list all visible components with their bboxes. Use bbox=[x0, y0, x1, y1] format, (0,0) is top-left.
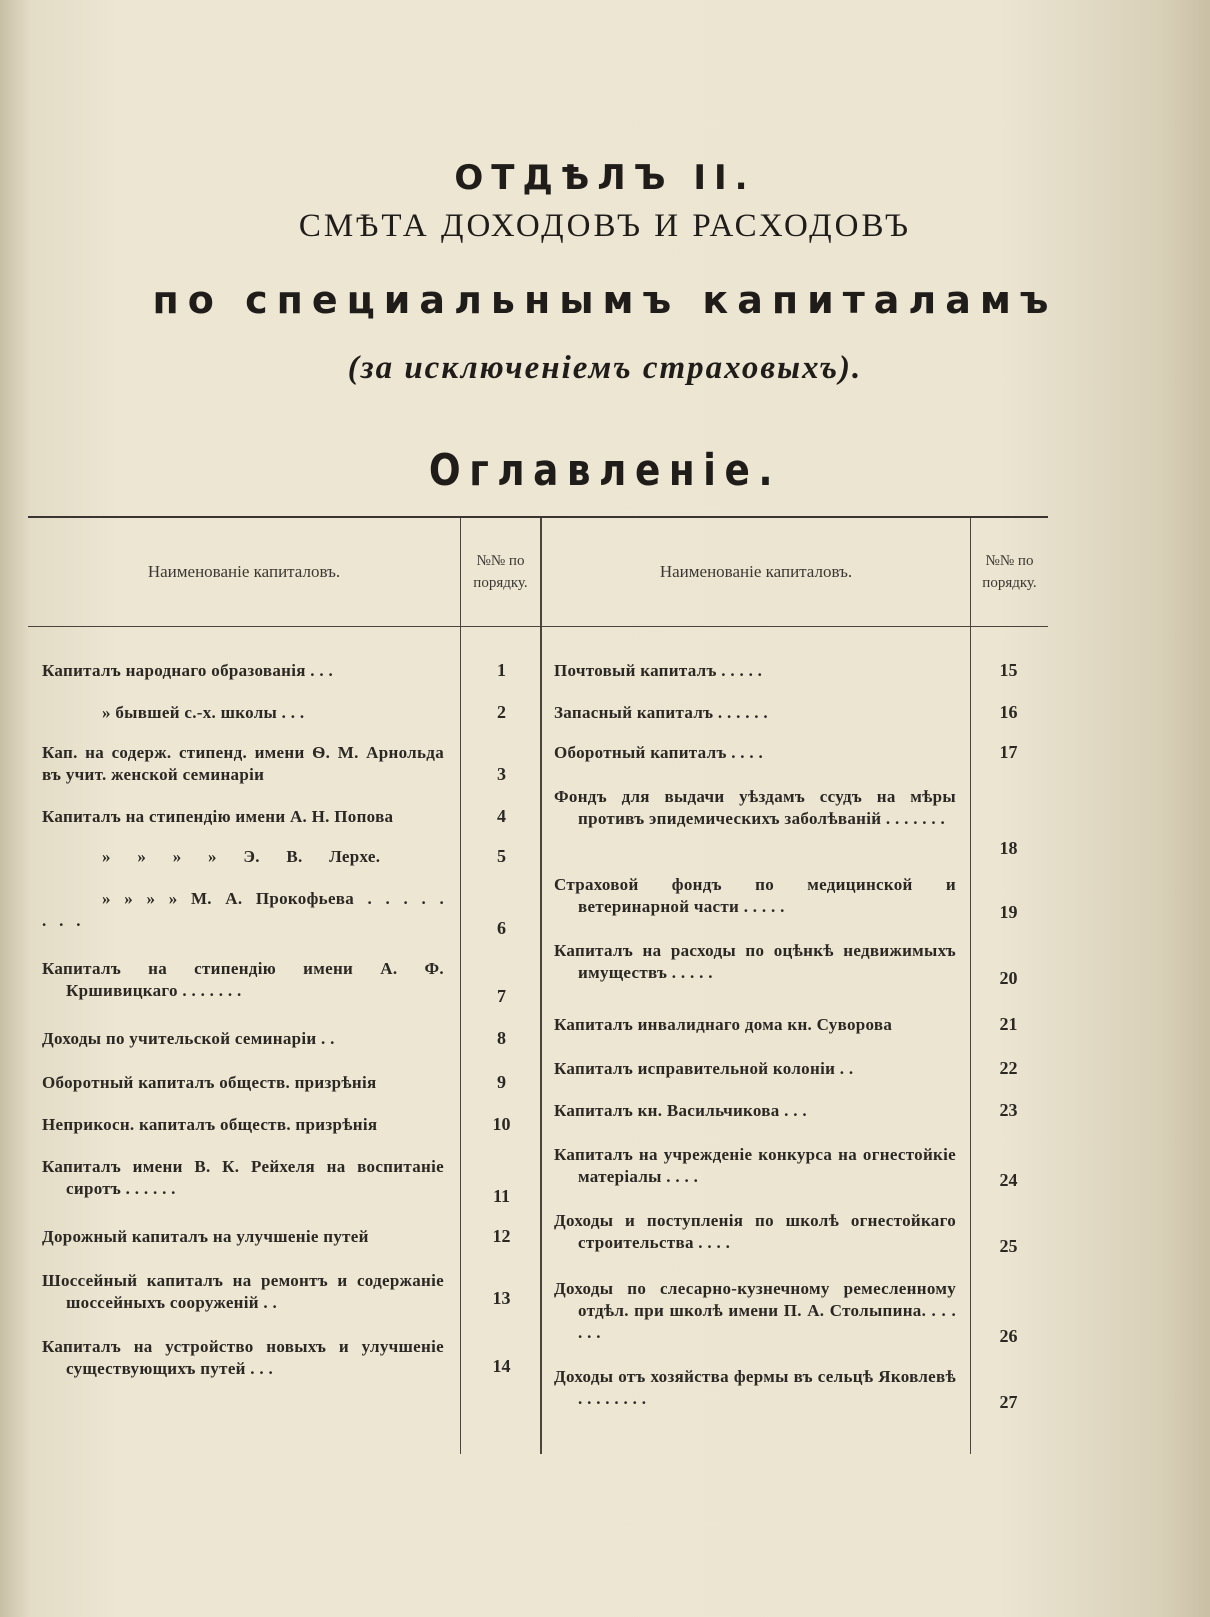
toc-entry-number: 25 bbox=[999, 1236, 1018, 1256]
toc-entry bbox=[42, 1336, 511, 1380]
toc-entry bbox=[42, 1028, 506, 1050]
toc-entry-title: Неприкосн. капиталъ обществ. призрѣнія bbox=[42, 1115, 378, 1134]
toc-entry bbox=[554, 1210, 1018, 1256]
toc-entry-title: Капиталъ на устройство новыхъ и улучшеніе существующихъ путей . . . bbox=[42, 1337, 444, 1378]
toc-entry-title: » » » » М. А. Прокофьева . . . . . . . . bbox=[42, 889, 444, 930]
toc-entry-number: 15 bbox=[999, 660, 1018, 680]
toc-entry-title: Запасный капиталъ . . . . . . bbox=[554, 703, 768, 722]
toc-entry bbox=[554, 940, 1018, 988]
toc-entry bbox=[42, 1114, 511, 1136]
toc-entry-number: 4 bbox=[497, 806, 506, 826]
toc-entry bbox=[42, 1156, 510, 1206]
toc-entry bbox=[554, 1366, 1018, 1412]
column-divider bbox=[460, 518, 461, 1454]
toc-entry-title: Капиталъ инвалиднаго дома кн. Суворова bbox=[554, 1015, 893, 1034]
column-header-name: Наименованіе капиталовъ. bbox=[659, 562, 853, 581]
toc-entry-title: Кап. на содерж. стипенд. имени Ѳ. М. Арнольда въ учит. женской семинаріи bbox=[42, 743, 444, 784]
column-header-number-text: №№ по порядку. bbox=[982, 553, 1037, 591]
toc-entry-title: Доходы отъ хозяйства фермы въ сельцѣ Яковлевѣ . . . . . . . . bbox=[554, 1367, 956, 1408]
section-title: ОТДѢЛЪ II. bbox=[454, 158, 756, 198]
toc-entry-number: 24 bbox=[999, 1170, 1018, 1190]
toc-entry-number: 22 bbox=[999, 1058, 1018, 1078]
toc-entry bbox=[42, 1072, 506, 1094]
toc-entry bbox=[554, 786, 1018, 858]
toc-entry-number: 12 bbox=[492, 1226, 511, 1246]
section-subtitle: СМѢТА ДОХОДОВЪ И РАСХОДОВЪ bbox=[298, 208, 912, 244]
toc-entry-number: 19 bbox=[999, 902, 1018, 922]
toc-entry-title: Капиталъ на расходы по оцѣнкѣ недвижимыхъ имуществъ . . . . . bbox=[554, 941, 956, 982]
toc-entry-title: Почтовый капиталъ . . . . . bbox=[554, 661, 763, 680]
toc-entry-number: 10 bbox=[492, 1114, 511, 1134]
toc-entry-number: 21 bbox=[999, 1014, 1018, 1034]
toc-entry-number: 13 bbox=[492, 1288, 511, 1308]
toc-entry-number: 1 bbox=[497, 660, 506, 680]
toc-entry-title: Дорожный капиталъ на улучшеніе путей bbox=[42, 1227, 369, 1246]
toc-entry bbox=[554, 1014, 1018, 1036]
column-header-number bbox=[461, 518, 540, 626]
column-header-number bbox=[971, 518, 1048, 626]
toc-entry bbox=[42, 958, 506, 1006]
toc-entry bbox=[42, 846, 506, 868]
column-header-name: Наименованіе капиталовъ. bbox=[147, 562, 341, 581]
toc-entry-title: Капиталъ на стипендію имени А. Н. Попова bbox=[42, 807, 394, 826]
toc-entry bbox=[554, 1058, 1018, 1080]
toc-entry-number: 27 bbox=[999, 1392, 1018, 1412]
toc-entry-number: 20 bbox=[999, 968, 1018, 988]
header-divider bbox=[28, 626, 1048, 627]
toc-entry bbox=[554, 874, 1018, 922]
toc-entry bbox=[554, 1278, 1018, 1346]
toc-entry bbox=[42, 742, 506, 786]
toc-entry-number: 5 bbox=[497, 846, 506, 866]
contents-title: Оглавленіе. bbox=[428, 445, 782, 496]
toc-entry-title: Доходы по учительской семинаріи . . bbox=[42, 1029, 335, 1048]
toc-entry-number: 16 bbox=[999, 702, 1018, 722]
toc-entry-title: Капиталъ исправительной колоніи . . bbox=[554, 1059, 854, 1078]
toc-entry bbox=[554, 1144, 1018, 1190]
toc-entry-title: Шоссейный капиталъ на ремонтъ и содержаніе шоссейныхъ сооруженій . . bbox=[42, 1271, 444, 1312]
column-header-number-text: №№ по порядку. bbox=[473, 553, 528, 591]
toc-entry-number: 2 bbox=[497, 702, 506, 722]
toc-entry-number: 9 bbox=[497, 1072, 506, 1092]
toc-entry-number: 26 bbox=[999, 1326, 1018, 1346]
toc-entry-title: Доходы и поступленія по школѣ огнестойкаго строительства . . . . bbox=[554, 1211, 956, 1252]
toc-entry-title: Капиталъ кн. Васильчикова . . . bbox=[554, 1101, 807, 1120]
toc-entry-number: 11 bbox=[492, 1186, 510, 1206]
toc-entry-title: Оборотный капиталъ обществ. призрѣнія bbox=[42, 1073, 377, 1092]
toc-entry-title: Капиталъ народнаго образованія . . . bbox=[42, 661, 334, 680]
toc-entry-number: 23 bbox=[999, 1100, 1018, 1120]
toc-entry-title: » » » » Э. В. Лерхе. bbox=[102, 847, 381, 866]
toc-entry-title: Капиталъ на стипендію имени А. Ф. Кршивицкаго . . . . . . . bbox=[42, 959, 444, 1000]
toc-entry-title: Страховой фондъ по медицинской и ветеринарной части . . . . . bbox=[554, 875, 956, 916]
toc-entry-number: 3 bbox=[497, 764, 506, 784]
toc-entry bbox=[42, 702, 506, 724]
toc-entry bbox=[42, 888, 506, 938]
toc-entry-title: Фондъ для выдачи уѣздамъ ссудъ на мѣры противъ эпидемическихъ заболѣваній . . . . . . . bbox=[554, 787, 956, 828]
toc-entry bbox=[42, 1226, 511, 1248]
toc-entry bbox=[42, 1270, 511, 1314]
toc-entry bbox=[554, 702, 1018, 724]
section-note: (за исключеніемъ страховыхъ). bbox=[347, 350, 863, 386]
toc-entry-number: 7 bbox=[497, 986, 506, 1006]
toc-entry-title: Оборотный капиталъ . . . . bbox=[554, 743, 764, 762]
toc-entry-title: Капиталъ имени В. К. Рейхеля на воспитаніе сиротъ . . . . . . bbox=[42, 1157, 444, 1198]
toc-entry-number: 17 bbox=[999, 742, 1018, 762]
toc-entry-number: 18 bbox=[999, 838, 1018, 858]
toc-entry bbox=[42, 660, 506, 682]
toc-entry bbox=[42, 806, 506, 828]
section-subtitle-2: по специальнымъ капиталамъ bbox=[152, 278, 1058, 322]
toc-entry-title: Доходы по слесарно-кузнечному ремесленному отдѣл. при школѣ имени П. А. Столыпина. . . . . . . bbox=[554, 1279, 956, 1342]
toc-entry-number: 8 bbox=[497, 1028, 506, 1048]
toc-entry-title: » бывшей с.-х. школы . . . bbox=[102, 703, 305, 722]
toc-entry bbox=[554, 742, 1018, 764]
toc-entry-title: Капиталъ на учрежденіе конкурса на огнестойкіе матеріалы . . . . bbox=[554, 1145, 956, 1186]
toc-entry-number: 14 bbox=[492, 1356, 511, 1376]
contents-table bbox=[28, 516, 1048, 1454]
toc-entry bbox=[554, 660, 1018, 682]
toc-entry bbox=[554, 1100, 1018, 1122]
toc-entry-number: 6 bbox=[497, 918, 506, 938]
